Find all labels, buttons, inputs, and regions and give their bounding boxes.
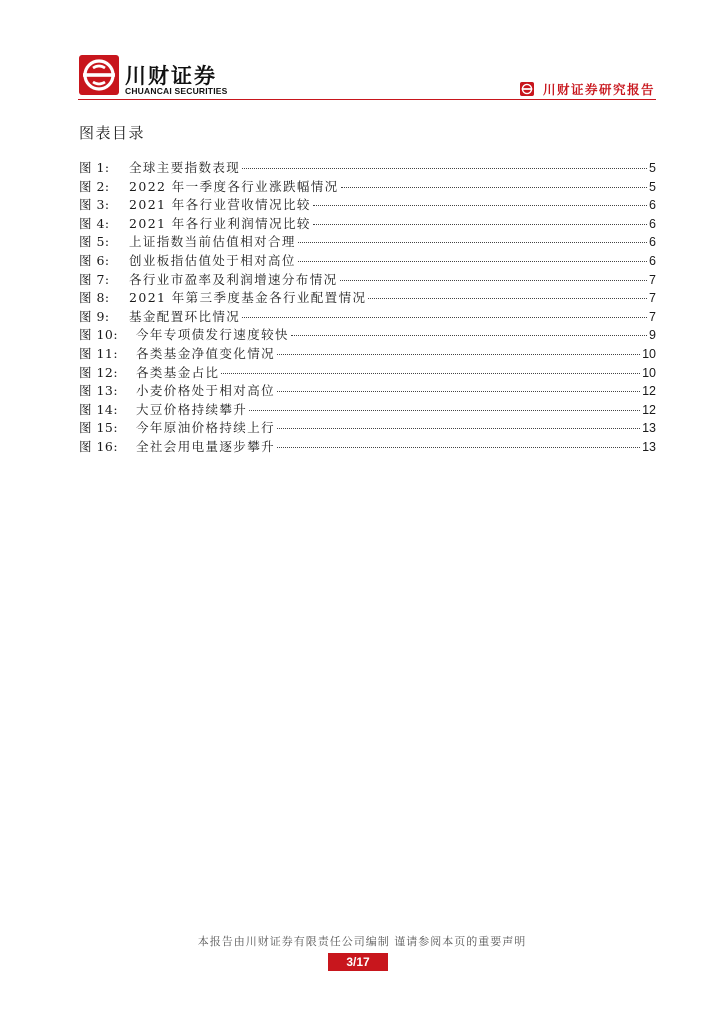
- toc-item-page: 7: [649, 272, 656, 287]
- toc-item[interactable]: [79, 288, 656, 307]
- toc-item-label: 小麦价格处于相对高位: [136, 383, 276, 399]
- toc-item-page: 10: [642, 346, 656, 361]
- toc-item[interactable]: [79, 363, 656, 382]
- toc-item-page: 6: [649, 216, 656, 231]
- toc-item-page: 5: [649, 161, 656, 175]
- toc-leader-dots: [298, 242, 647, 243]
- toc-item-number: 图 15:: [79, 420, 119, 436]
- toc-item-label: 大豆价格持续攀升: [136, 401, 248, 417]
- toc-item-number: 图 10:: [79, 327, 119, 343]
- page-header: [0, 0, 724, 100]
- toc-item-number: 图 6:: [79, 252, 110, 268]
- company-name-cn: 川财证券: [125, 64, 217, 88]
- toc-item[interactable]: [79, 251, 656, 270]
- toc-item-label: 基金配置环比情况: [129, 308, 241, 324]
- toc-item[interactable]: [79, 307, 656, 326]
- company-logo-icon: [79, 55, 119, 95]
- toc-leader-dots: [291, 335, 647, 336]
- toc-item-label: 各类基金净值变化情况: [136, 345, 276, 361]
- toc-leader-dots: [221, 373, 640, 374]
- report-label: 川财证券研究报告: [542, 82, 655, 97]
- toc-item-label: 各类基金占比: [136, 364, 220, 380]
- toc-item[interactable]: [79, 232, 656, 251]
- toc-item-label: 各行业市盈率及利润增速分布情况: [129, 271, 338, 287]
- toc-item-page: 6: [649, 235, 656, 250]
- toc-item-number: 图 12:: [79, 364, 119, 380]
- toc-item-label: 全球主要指数表现: [129, 160, 241, 175]
- toc-leader-dots: [277, 391, 640, 392]
- toc-leader-dots: [242, 317, 647, 318]
- toc-item-page: 13: [642, 439, 656, 454]
- report-label-group: [520, 79, 655, 99]
- footer-disclaimer: 本报告由川财证券有限责任公司编制 谨请参阅本页的重要声明: [197, 935, 527, 948]
- page-number-badge: 3/17: [328, 953, 388, 971]
- toc-leader-dots: [277, 428, 640, 429]
- toc-item[interactable]: [79, 437, 656, 456]
- toc-item-label: 全社会用电量逐步攀升: [136, 438, 276, 454]
- toc-item-label: 2021 年各行业营收情况比较: [129, 197, 311, 213]
- toc-item-page: 9: [649, 328, 656, 343]
- toc-item-number: 图 13:: [79, 383, 119, 399]
- toc-item-page: 7: [649, 291, 656, 306]
- toc-item[interactable]: [79, 325, 656, 344]
- toc-item-page: 6: [649, 253, 656, 268]
- toc-item-label: 今年原油价格持续上行: [136, 420, 276, 436]
- toc-leader-dots: [368, 298, 647, 299]
- header-divider: [78, 99, 656, 100]
- toc-item-number: 图 14:: [79, 401, 119, 417]
- toc-leader-dots: [340, 280, 648, 281]
- toc-item-number: 图 3:: [79, 197, 110, 213]
- toc-item-label: 2021 年第三季度基金各行业配置情况: [129, 290, 367, 306]
- toc-item-label: 创业板指估值处于相对高位: [129, 252, 296, 268]
- toc-item-label: 2022 年一季度各行业涨跌幅情况: [129, 178, 339, 194]
- toc-item[interactable]: [79, 400, 656, 419]
- toc-item-page: 12: [642, 402, 656, 417]
- company-name-en: CHUANCAI SECURITIES: [125, 86, 228, 96]
- toc-item-number: 图 2:: [79, 178, 110, 194]
- toc-title: 图表目录: [79, 124, 146, 142]
- toc-item-number: 图 1:: [79, 160, 110, 175]
- toc-item[interactable]: [79, 195, 656, 214]
- toc-item-label: 2021 年各行业利润情况比较: [129, 215, 311, 231]
- toc-item[interactable]: [79, 177, 656, 196]
- toc-item-page: 7: [649, 309, 656, 324]
- toc-item-number: 图 5:: [79, 234, 110, 250]
- toc-list: [79, 158, 656, 456]
- toc-item-number: 图 7:: [79, 271, 110, 287]
- toc-item-number: 图 4:: [79, 215, 110, 231]
- toc-leader-dots: [313, 224, 647, 225]
- toc-item-page: 10: [642, 365, 656, 380]
- mini-logo-icon: [520, 82, 534, 96]
- toc-leader-dots: [277, 354, 640, 355]
- toc-item-label: 上证指数当前估值相对合理: [129, 234, 296, 250]
- toc-item[interactable]: [79, 418, 656, 437]
- toc-item[interactable]: [79, 270, 656, 289]
- toc-item-number: 图 9:: [79, 308, 110, 324]
- toc-item-page: 6: [649, 198, 656, 213]
- toc-item-number: 图 8:: [79, 290, 110, 306]
- toc-item-page: 13: [642, 421, 656, 436]
- toc-leader-dots: [298, 261, 647, 262]
- toc-leader-dots: [313, 205, 647, 206]
- toc-item[interactable]: [79, 344, 656, 363]
- toc-leader-dots: [341, 187, 647, 188]
- toc-item-page: 12: [642, 384, 656, 399]
- toc-item[interactable]: [79, 158, 656, 177]
- toc-leader-dots: [277, 447, 640, 448]
- toc-item[interactable]: [79, 381, 656, 400]
- toc-item-number: 图 16:: [79, 438, 119, 454]
- toc-item-label: 今年专项债发行速度较快: [136, 327, 289, 343]
- toc-item[interactable]: [79, 214, 656, 233]
- toc-leader-dots: [242, 168, 647, 169]
- toc-leader-dots: [249, 410, 640, 411]
- toc-item-page: 5: [649, 179, 656, 194]
- toc-item-number: 图 11:: [79, 345, 119, 361]
